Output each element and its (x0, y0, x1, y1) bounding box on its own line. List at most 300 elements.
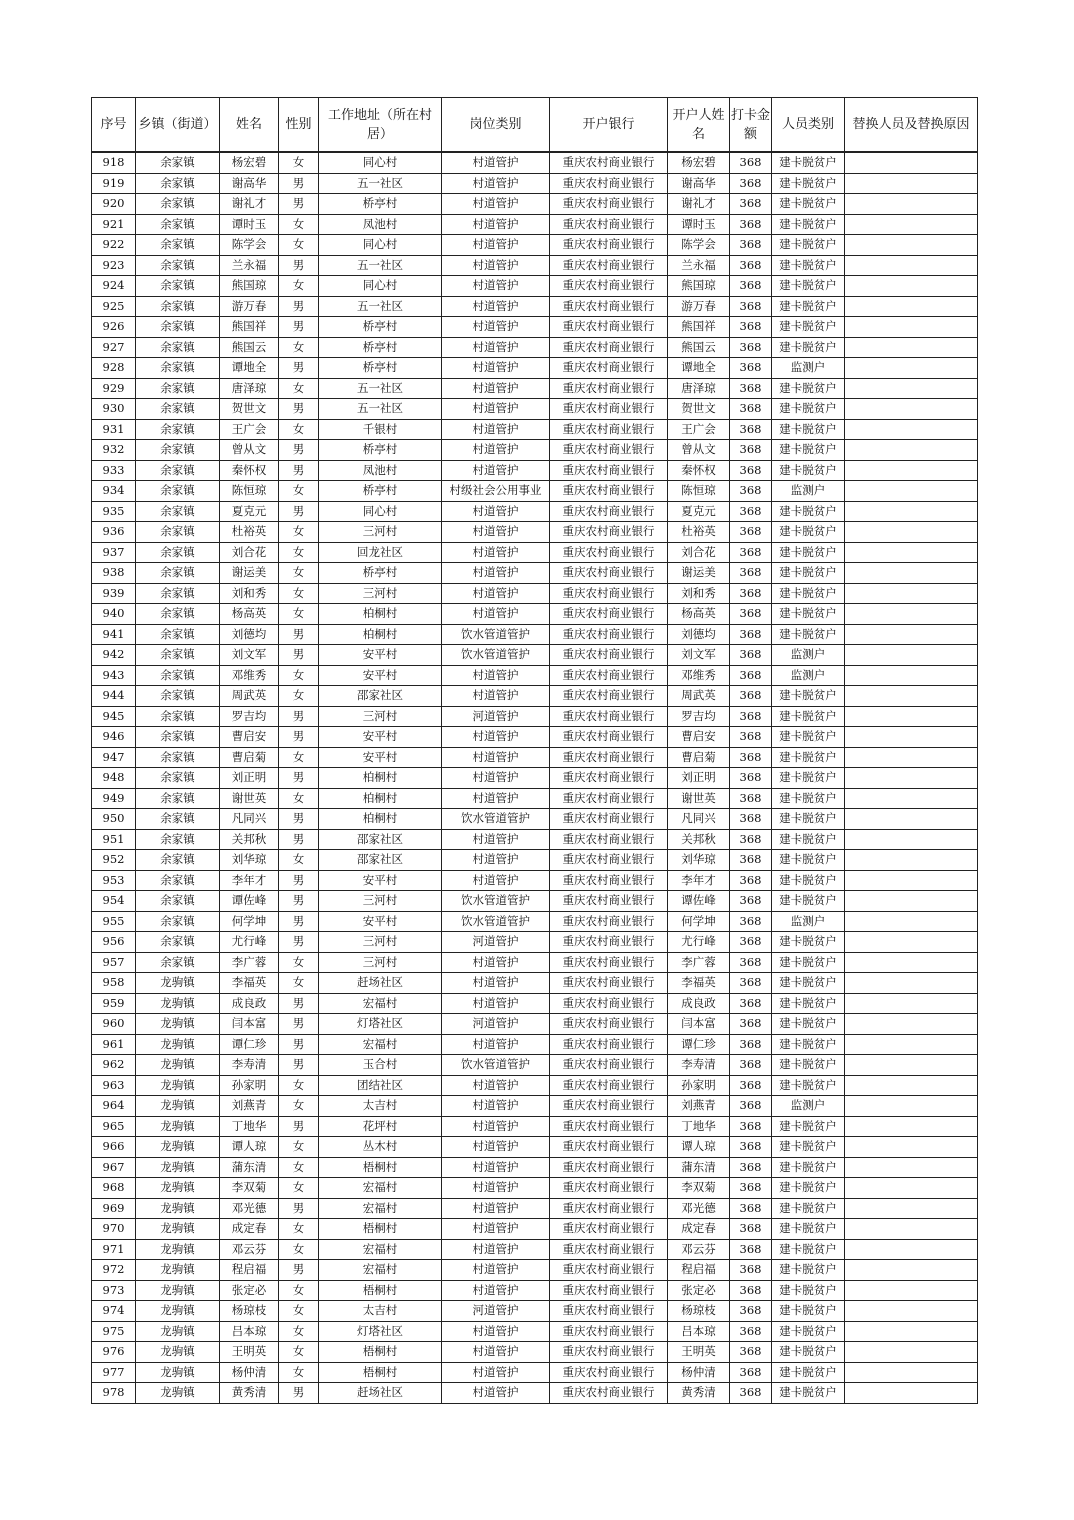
cell-gender: 男 (279, 1198, 319, 1219)
cell-amount: 368 (730, 727, 772, 748)
table-row (92, 911, 978, 932)
cell-person-category: 建卡脱贫户 (772, 932, 845, 953)
cell-index: 976 (92, 1342, 136, 1363)
cell-amount: 368 (730, 1198, 772, 1219)
cell-post-type: 村道管护 (442, 358, 550, 379)
cell-township: 余家镇 (136, 317, 220, 338)
cell-account-holder: 李年才 (668, 870, 730, 891)
cell-bank: 重庆农村商业银行 (550, 665, 668, 686)
cell-post-type: 村道管护 (442, 173, 550, 194)
cell-work-address: 邵家社区 (319, 829, 442, 850)
cell-person-category: 建卡脱贫户 (772, 727, 845, 748)
cell-amount: 368 (730, 870, 772, 891)
cell-index: 953 (92, 870, 136, 891)
cell-township: 龙驹镇 (136, 993, 220, 1014)
cell-amount: 368 (730, 481, 772, 502)
cell-post-type: 村道管护 (442, 686, 550, 707)
cell-name: 邓维秀 (220, 665, 279, 686)
cell-name: 成定春 (220, 1219, 279, 1240)
cell-account-holder: 谭地全 (668, 358, 730, 379)
cell-account-holder: 邓光德 (668, 1198, 730, 1219)
cell-bank: 重庆农村商业银行 (550, 1178, 668, 1199)
cell-post-type: 村道管护 (442, 768, 550, 789)
cell-gender: 女 (279, 235, 319, 256)
cell-amount: 368 (730, 378, 772, 399)
cell-township: 余家镇 (136, 481, 220, 502)
cell-replacement (845, 1383, 978, 1404)
cell-account-holder: 刘合花 (668, 542, 730, 563)
cell-bank: 重庆农村商业银行 (550, 1055, 668, 1076)
roster-table (91, 97, 978, 1404)
cell-replacement (845, 665, 978, 686)
cell-replacement (845, 583, 978, 604)
cell-replacement (845, 850, 978, 871)
cell-bank: 重庆农村商业银行 (550, 911, 668, 932)
cell-township: 余家镇 (136, 727, 220, 748)
cell-index: 926 (92, 317, 136, 338)
cell-post-type: 饮水管道管护 (442, 624, 550, 645)
table-row (92, 1014, 978, 1035)
cell-gender: 男 (279, 296, 319, 317)
table-row (92, 337, 978, 358)
cell-work-address: 三河村 (319, 932, 442, 953)
cell-account-holder: 凡同兴 (668, 809, 730, 830)
cell-post-type: 饮水管道管护 (442, 809, 550, 830)
cell-name: 谢高华 (220, 173, 279, 194)
cell-gender: 女 (279, 152, 319, 173)
table-row (92, 706, 978, 727)
cell-replacement (845, 317, 978, 338)
cell-account-holder: 谭人琼 (668, 1137, 730, 1158)
cell-index: 938 (92, 563, 136, 584)
cell-work-address: 三河村 (319, 891, 442, 912)
cell-township: 余家镇 (136, 850, 220, 871)
cell-township: 余家镇 (136, 296, 220, 317)
cell-post-type: 村道管护 (442, 1198, 550, 1219)
cell-work-address: 柏桐村 (319, 624, 442, 645)
cell-gender: 男 (279, 727, 319, 748)
col-amount: 打卡金额 (730, 98, 772, 153)
cell-work-address: 五一社区 (319, 378, 442, 399)
cell-replacement (845, 1157, 978, 1178)
cell-work-address: 同心村 (319, 235, 442, 256)
cell-name: 曾从文 (220, 440, 279, 461)
cell-amount: 368 (730, 255, 772, 276)
cell-work-address: 梧桐村 (319, 1280, 442, 1301)
cell-work-address: 柏桐村 (319, 768, 442, 789)
cell-name: 何学坤 (220, 911, 279, 932)
cell-work-address: 灯塔社区 (319, 1321, 442, 1342)
cell-person-category: 建卡脱贫户 (772, 1301, 845, 1322)
cell-gender: 女 (279, 1096, 319, 1117)
cell-account-holder: 刘华琼 (668, 850, 730, 871)
cell-replacement (845, 1362, 978, 1383)
col-person-category: 人员类别 (772, 98, 845, 153)
cell-account-holder: 杜裕英 (668, 522, 730, 543)
cell-account-holder: 熊国云 (668, 337, 730, 358)
cell-name: 尤行峰 (220, 932, 279, 953)
cell-replacement (845, 891, 978, 912)
cell-township: 龙驹镇 (136, 1342, 220, 1363)
table-row (92, 870, 978, 891)
cell-township: 龙驹镇 (136, 1198, 220, 1219)
cell-gender: 男 (279, 460, 319, 481)
col-account-holder: 开户人姓名 (668, 98, 730, 153)
cell-account-holder: 刘和秀 (668, 583, 730, 604)
cell-replacement (845, 973, 978, 994)
cell-post-type: 村道管护 (442, 296, 550, 317)
cell-account-holder: 秦怀权 (668, 460, 730, 481)
cell-replacement (845, 829, 978, 850)
cell-index: 947 (92, 747, 136, 768)
cell-name: 刘文军 (220, 645, 279, 666)
cell-account-holder: 王明英 (668, 1342, 730, 1363)
cell-bank: 重庆农村商业银行 (550, 460, 668, 481)
cell-amount: 368 (730, 1075, 772, 1096)
cell-index: 942 (92, 645, 136, 666)
cell-bank: 重庆农村商业银行 (550, 1321, 668, 1342)
cell-index: 923 (92, 255, 136, 276)
cell-gender: 女 (279, 973, 319, 994)
cell-replacement (845, 419, 978, 440)
cell-replacement (845, 1321, 978, 1342)
cell-person-category: 建卡脱贫户 (772, 542, 845, 563)
cell-account-holder: 闫本富 (668, 1014, 730, 1035)
cell-name: 关邦秋 (220, 829, 279, 850)
cell-work-address: 梧桐村 (319, 1362, 442, 1383)
cell-person-category: 建卡脱贫户 (772, 870, 845, 891)
cell-account-holder: 谢礼才 (668, 194, 730, 215)
cell-amount: 368 (730, 624, 772, 645)
cell-index: 920 (92, 194, 136, 215)
cell-name: 丁地华 (220, 1116, 279, 1137)
cell-amount: 368 (730, 768, 772, 789)
table-row (92, 1362, 978, 1383)
cell-index: 935 (92, 501, 136, 522)
cell-person-category: 建卡脱贫户 (772, 440, 845, 461)
cell-work-address: 赶场社区 (319, 1383, 442, 1404)
cell-township: 龙驹镇 (136, 1260, 220, 1281)
cell-township: 龙驹镇 (136, 1075, 220, 1096)
cell-gender: 男 (279, 1383, 319, 1404)
cell-person-category: 建卡脱贫户 (772, 1178, 845, 1199)
cell-township: 余家镇 (136, 891, 220, 912)
cell-replacement (845, 1096, 978, 1117)
cell-person-category: 建卡脱贫户 (772, 747, 845, 768)
cell-account-holder: 谭时玉 (668, 214, 730, 235)
cell-post-type: 村道管护 (442, 317, 550, 338)
table-row (92, 378, 978, 399)
cell-work-address: 安平村 (319, 645, 442, 666)
cell-bank: 重庆农村商业银行 (550, 809, 668, 830)
cell-account-holder: 王广会 (668, 419, 730, 440)
cell-gender: 女 (279, 583, 319, 604)
cell-bank: 重庆农村商业银行 (550, 399, 668, 420)
table-row (92, 1239, 978, 1260)
cell-index: 959 (92, 993, 136, 1014)
cell-person-category: 建卡脱贫户 (772, 891, 845, 912)
cell-gender: 女 (279, 850, 319, 871)
cell-person-category: 建卡脱贫户 (772, 1280, 845, 1301)
cell-name: 秦怀权 (220, 460, 279, 481)
cell-replacement (845, 1198, 978, 1219)
cell-bank: 重庆农村商业银行 (550, 604, 668, 625)
cell-person-category: 建卡脱贫户 (772, 194, 845, 215)
cell-name: 邓光德 (220, 1198, 279, 1219)
cell-township: 龙驹镇 (136, 1301, 220, 1322)
cell-bank: 重庆农村商业银行 (550, 501, 668, 522)
cell-person-category: 建卡脱贫户 (772, 1055, 845, 1076)
cell-gender: 女 (279, 1075, 319, 1096)
cell-post-type: 村道管护 (442, 255, 550, 276)
cell-bank: 重庆农村商业银行 (550, 645, 668, 666)
cell-replacement (845, 604, 978, 625)
cell-bank: 重庆农村商业银行 (550, 768, 668, 789)
cell-bank: 重庆农村商业银行 (550, 870, 668, 891)
cell-replacement (845, 870, 978, 891)
cell-bank: 重庆农村商业银行 (550, 747, 668, 768)
cell-amount: 368 (730, 440, 772, 461)
cell-post-type: 村道管护 (442, 583, 550, 604)
cell-gender: 女 (279, 686, 319, 707)
cell-township: 余家镇 (136, 563, 220, 584)
cell-account-holder: 周武英 (668, 686, 730, 707)
cell-amount: 368 (730, 522, 772, 543)
cell-name: 刘正明 (220, 768, 279, 789)
cell-bank: 重庆农村商业银行 (550, 1362, 668, 1383)
cell-index: 966 (92, 1137, 136, 1158)
cell-work-address: 邵家社区 (319, 686, 442, 707)
cell-work-address: 三河村 (319, 706, 442, 727)
cell-account-holder: 熊国祥 (668, 317, 730, 338)
cell-account-holder: 吕本琼 (668, 1321, 730, 1342)
cell-replacement (845, 911, 978, 932)
table-row (92, 1198, 978, 1219)
cell-bank: 重庆农村商业银行 (550, 1342, 668, 1363)
cell-index: 946 (92, 727, 136, 748)
cell-replacement (845, 624, 978, 645)
cell-name: 杨宏碧 (220, 152, 279, 173)
cell-township: 余家镇 (136, 460, 220, 481)
cell-township: 余家镇 (136, 542, 220, 563)
cell-township: 余家镇 (136, 399, 220, 420)
cell-work-address: 安平村 (319, 665, 442, 686)
cell-post-type: 村道管护 (442, 747, 550, 768)
table-row (92, 1342, 978, 1363)
cell-post-type: 村道管护 (442, 1116, 550, 1137)
cell-index: 932 (92, 440, 136, 461)
cell-work-address: 灯塔社区 (319, 1014, 442, 1035)
table-row (92, 481, 978, 502)
cell-person-category: 建卡脱贫户 (772, 399, 845, 420)
cell-name: 熊国云 (220, 337, 279, 358)
cell-name: 曹启菊 (220, 747, 279, 768)
cell-bank: 重庆农村商业银行 (550, 276, 668, 297)
cell-person-category: 建卡脱贫户 (772, 1342, 845, 1363)
cell-work-address: 回龙社区 (319, 542, 442, 563)
cell-person-category: 建卡脱贫户 (772, 1260, 845, 1281)
cell-name: 黄秀清 (220, 1383, 279, 1404)
cell-bank: 重庆农村商业银行 (550, 358, 668, 379)
table-row (92, 173, 978, 194)
cell-post-type: 村道管护 (442, 870, 550, 891)
table-row (92, 440, 978, 461)
cell-person-category: 建卡脱贫户 (772, 1116, 845, 1137)
cell-person-category: 建卡脱贫户 (772, 296, 845, 317)
cell-replacement (845, 1280, 978, 1301)
cell-replacement (845, 501, 978, 522)
cell-gender: 男 (279, 1260, 319, 1281)
col-name: 姓名 (220, 98, 279, 153)
table-row (92, 993, 978, 1014)
cell-amount: 368 (730, 214, 772, 235)
cell-account-holder: 陈学会 (668, 235, 730, 256)
cell-account-holder: 谢世英 (668, 788, 730, 809)
cell-amount: 368 (730, 932, 772, 953)
cell-name: 游万春 (220, 296, 279, 317)
cell-township: 余家镇 (136, 214, 220, 235)
table-row (92, 1219, 978, 1240)
cell-person-category: 监测户 (772, 665, 845, 686)
table-row (92, 686, 978, 707)
cell-person-category: 建卡脱贫户 (772, 1198, 845, 1219)
table-row (92, 542, 978, 563)
cell-amount: 368 (730, 419, 772, 440)
cell-township: 余家镇 (136, 440, 220, 461)
cell-name: 唐泽琼 (220, 378, 279, 399)
cell-replacement (845, 337, 978, 358)
table-row (92, 1301, 978, 1322)
cell-post-type: 村道管护 (442, 604, 550, 625)
cell-work-address: 桥亭村 (319, 481, 442, 502)
cell-amount: 368 (730, 276, 772, 297)
cell-gender: 男 (279, 891, 319, 912)
cell-replacement (845, 952, 978, 973)
table-row (92, 665, 978, 686)
cell-replacement (845, 1014, 978, 1035)
cell-bank: 重庆农村商业银行 (550, 255, 668, 276)
cell-bank: 重庆农村商业银行 (550, 337, 668, 358)
cell-township: 余家镇 (136, 686, 220, 707)
cell-person-category: 建卡脱贫户 (772, 235, 845, 256)
cell-bank: 重庆农村商业银行 (550, 1239, 668, 1260)
table-row (92, 152, 978, 173)
table-row (92, 214, 978, 235)
cell-person-category: 监测户 (772, 911, 845, 932)
cell-gender: 男 (279, 645, 319, 666)
cell-person-category: 建卡脱贫户 (772, 809, 845, 830)
cell-index: 956 (92, 932, 136, 953)
cell-work-address: 丛木村 (319, 1137, 442, 1158)
cell-bank: 重庆农村商业银行 (550, 1096, 668, 1117)
cell-work-address: 安平村 (319, 747, 442, 768)
cell-post-type: 村道管护 (442, 829, 550, 850)
cell-township: 余家镇 (136, 276, 220, 297)
cell-account-holder: 谢运美 (668, 563, 730, 584)
cell-work-address: 宏福村 (319, 1239, 442, 1260)
table-row (92, 296, 978, 317)
cell-township: 余家镇 (136, 194, 220, 215)
cell-index: 929 (92, 378, 136, 399)
cell-account-holder: 谭仁珍 (668, 1034, 730, 1055)
cell-account-holder: 李广蓉 (668, 952, 730, 973)
cell-person-category: 建卡脱贫户 (772, 1075, 845, 1096)
cell-index: 930 (92, 399, 136, 420)
cell-work-address: 邵家社区 (319, 850, 442, 871)
cell-township: 余家镇 (136, 604, 220, 625)
cell-bank: 重庆农村商业银行 (550, 1034, 668, 1055)
cell-work-address: 凤池村 (319, 460, 442, 481)
cell-township: 余家镇 (136, 337, 220, 358)
cell-replacement (845, 255, 978, 276)
cell-work-address: 柏桐村 (319, 604, 442, 625)
cell-bank: 重庆农村商业银行 (550, 173, 668, 194)
cell-gender: 女 (279, 542, 319, 563)
cell-township: 龙驹镇 (136, 1178, 220, 1199)
cell-work-address: 宏福村 (319, 1198, 442, 1219)
cell-name: 王广会 (220, 419, 279, 440)
cell-work-address: 三河村 (319, 522, 442, 543)
table-row (92, 399, 978, 420)
cell-bank: 重庆农村商业银行 (550, 1137, 668, 1158)
cell-index: 934 (92, 481, 136, 502)
cell-township: 余家镇 (136, 522, 220, 543)
cell-replacement (845, 1055, 978, 1076)
col-township: 乡镇（街道） (136, 98, 220, 153)
cell-amount: 368 (730, 460, 772, 481)
cell-work-address: 桥亭村 (319, 317, 442, 338)
cell-replacement (845, 1301, 978, 1322)
cell-account-holder: 夏克元 (668, 501, 730, 522)
cell-amount: 368 (730, 235, 772, 256)
cell-amount: 368 (730, 1239, 772, 1260)
cell-township: 余家镇 (136, 583, 220, 604)
cell-bank: 重庆农村商业银行 (550, 214, 668, 235)
cell-account-holder: 杨琼枝 (668, 1301, 730, 1322)
cell-name: 杜裕英 (220, 522, 279, 543)
cell-person-category: 建卡脱贫户 (772, 1362, 845, 1383)
cell-work-address: 五一社区 (319, 296, 442, 317)
cell-account-holder: 邓维秀 (668, 665, 730, 686)
col-work-address: 工作地址（所在村居） (319, 98, 442, 153)
cell-index: 974 (92, 1301, 136, 1322)
cell-work-address: 同心村 (319, 501, 442, 522)
cell-replacement (845, 706, 978, 727)
table-row (92, 973, 978, 994)
cell-work-address: 太吉村 (319, 1301, 442, 1322)
cell-amount: 368 (730, 1055, 772, 1076)
cell-bank: 重庆农村商业银行 (550, 440, 668, 461)
cell-person-category: 建卡脱贫户 (772, 1239, 845, 1260)
cell-index: 952 (92, 850, 136, 871)
cell-post-type: 饮水管道管护 (442, 891, 550, 912)
cell-work-address: 赶场社区 (319, 973, 442, 994)
cell-township: 余家镇 (136, 870, 220, 891)
cell-name: 刘燕青 (220, 1096, 279, 1117)
cell-index: 972 (92, 1260, 136, 1281)
cell-account-holder: 关邦秋 (668, 829, 730, 850)
cell-person-category: 建卡脱贫户 (772, 624, 845, 645)
cell-replacement (845, 686, 978, 707)
cell-amount: 368 (730, 173, 772, 194)
cell-account-holder: 谭佐峰 (668, 891, 730, 912)
cell-person-category: 建卡脱贫户 (772, 973, 845, 994)
table-row (92, 317, 978, 338)
cell-amount: 368 (730, 358, 772, 379)
cell-gender: 男 (279, 829, 319, 850)
cell-index: 925 (92, 296, 136, 317)
cell-bank: 重庆农村商业银行 (550, 932, 668, 953)
